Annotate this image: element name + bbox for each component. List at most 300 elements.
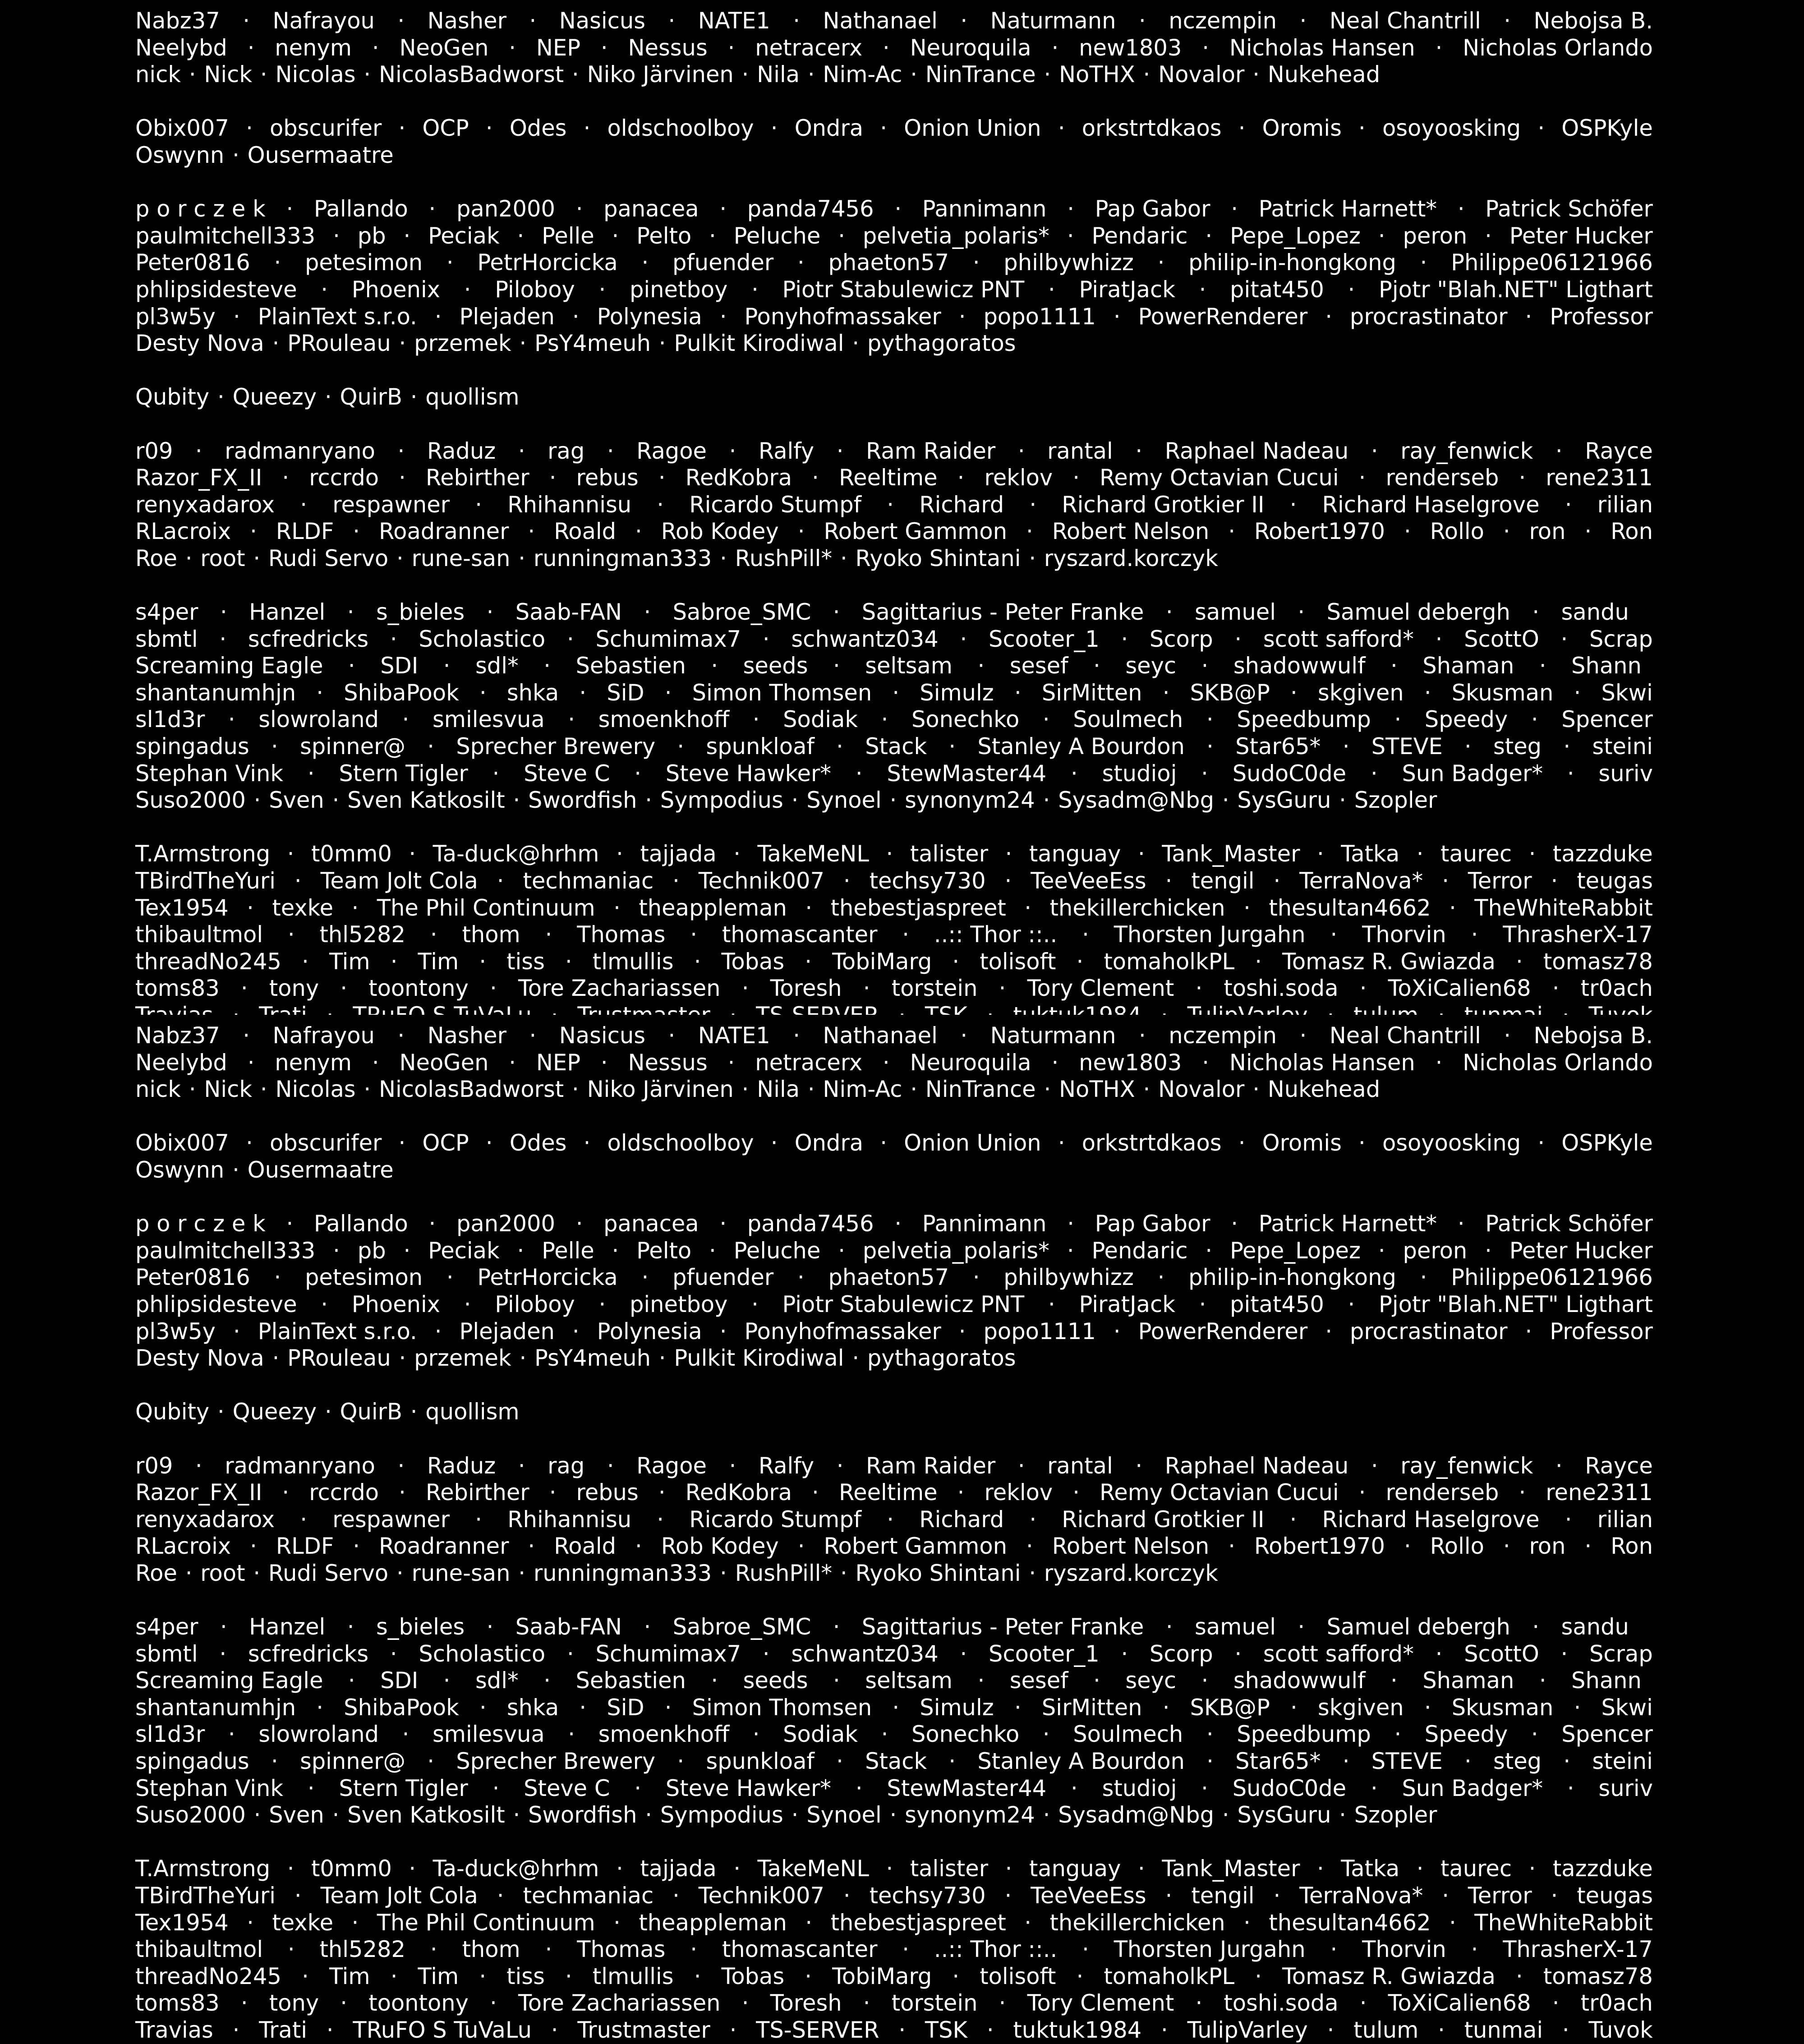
contributor-name: pinetboy bbox=[629, 276, 728, 303]
contributor-name: PowerRenderer bbox=[1138, 303, 1308, 330]
contributor-name: Sven Katkosilt bbox=[347, 1802, 505, 1828]
credits-line bbox=[135, 1238, 1653, 1265]
contributor-name: PetrHorcicka bbox=[477, 1264, 618, 1291]
contributor-name: Tim bbox=[329, 1963, 370, 1989]
contributor-name: Piloboy bbox=[495, 1291, 575, 1317]
separator-dot: · bbox=[843, 868, 851, 894]
separator-dot: · bbox=[390, 1963, 398, 1989]
contributor-name: PlainText s.r.o. bbox=[258, 1318, 417, 1344]
contributor-name: ToXiCalien68 bbox=[1388, 975, 1531, 1002]
separator-dot: · bbox=[635, 1533, 642, 1560]
separator-dot: · bbox=[1195, 1990, 1203, 2016]
separator-dot: · bbox=[1072, 465, 1080, 491]
contributor-name: Neal Chantrill bbox=[1329, 8, 1481, 34]
contributor-name: sdl* bbox=[475, 1667, 519, 1694]
contributor-name: Nick bbox=[204, 1076, 253, 1103]
contributor-name: Sabroe_SMC bbox=[672, 1614, 811, 1640]
separator-dot: · bbox=[348, 1667, 355, 1694]
separator-dot: · bbox=[464, 276, 471, 303]
separator-dot: · bbox=[1273, 868, 1281, 894]
contributor-name: techsy730 bbox=[869, 868, 986, 894]
contributor-name: phaeton57 bbox=[828, 1264, 949, 1291]
contributor-name: Desty Nova bbox=[135, 330, 264, 357]
separator-dot: · bbox=[957, 1479, 965, 1506]
credits-line bbox=[135, 2017, 1653, 2044]
contributor-name: Roadranner bbox=[379, 518, 509, 545]
contributor-name: Pepe_Lopez bbox=[1229, 222, 1361, 249]
contributor-name: Shaman bbox=[1422, 653, 1514, 679]
separator-dot: · bbox=[1574, 1694, 1581, 1721]
contributor-name: procrastinator bbox=[1349, 303, 1508, 330]
credits-line bbox=[135, 1533, 1653, 1560]
credits-line bbox=[135, 653, 1642, 680]
separator-dot: · bbox=[1157, 1264, 1165, 1291]
contributor-name: Rudi Servo bbox=[268, 545, 389, 571]
contributor-name: sbmtl bbox=[135, 1640, 198, 1667]
contributor-name: Peciak bbox=[428, 1237, 500, 1264]
credits-group-t bbox=[135, 841, 1653, 1029]
credits-line bbox=[135, 142, 1653, 169]
credits-line bbox=[135, 465, 1653, 492]
separator-dot: · bbox=[479, 948, 487, 975]
separator-dot: · bbox=[1044, 61, 1051, 88]
separator-dot: · bbox=[326, 2016, 334, 2043]
credits-list bbox=[135, 1022, 1653, 2044]
contributor-name: root bbox=[200, 545, 245, 571]
separator-dot: · bbox=[479, 679, 487, 706]
contributor-name: scfredricks bbox=[248, 1640, 369, 1667]
contributor-name: Pelto bbox=[636, 222, 692, 249]
contributor-name: PiratJack bbox=[1079, 1291, 1175, 1317]
separator-dot: · bbox=[1584, 518, 1592, 545]
separator-dot: · bbox=[948, 733, 956, 760]
separator-dot: · bbox=[253, 787, 261, 814]
contributor-name: seeds bbox=[743, 653, 808, 679]
contributor-name: p o r c z e k bbox=[135, 196, 266, 222]
separator-dot: · bbox=[1004, 868, 1012, 894]
contributor-name: Tank_Master bbox=[1162, 841, 1300, 867]
separator-dot: · bbox=[1342, 1748, 1350, 1775]
contributor-name: pan2000 bbox=[456, 1211, 556, 1237]
contributor-name: Robert Gammon bbox=[824, 518, 1008, 545]
separator-dot: · bbox=[246, 115, 253, 142]
separator-dot: · bbox=[741, 61, 749, 88]
separator-dot: · bbox=[1504, 8, 1511, 34]
separator-dot: · bbox=[960, 626, 967, 652]
contributor-name: slowroland bbox=[258, 706, 379, 733]
contributor-name: p o r c z e k bbox=[135, 1211, 266, 1237]
separator-dot: · bbox=[1076, 1963, 1084, 1989]
contributor-name: Samuel debergh bbox=[1326, 599, 1510, 626]
separator-dot: · bbox=[644, 599, 651, 626]
separator-dot: · bbox=[1157, 249, 1165, 276]
contributor-name: tomaholkPL bbox=[1104, 948, 1235, 975]
separator-dot: · bbox=[233, 1318, 240, 1344]
contributor-name: Niko Järvinen bbox=[587, 1076, 734, 1103]
separator-dot: · bbox=[694, 948, 701, 975]
contributor-name: RLDF bbox=[276, 518, 334, 545]
separator-dot: · bbox=[195, 437, 202, 464]
contributor-name: shantanumhjn bbox=[135, 1694, 296, 1721]
contributor-name: The Phil Continuum bbox=[377, 1909, 595, 1936]
separator-dot: · bbox=[1243, 1909, 1251, 1936]
separator-dot: · bbox=[960, 1640, 967, 1667]
contributor-name: pfuender bbox=[672, 249, 774, 276]
separator-dot: · bbox=[1042, 706, 1050, 733]
contributor-name: SudoC0de bbox=[1232, 760, 1347, 787]
contributor-name: texke bbox=[272, 1909, 334, 1936]
contributor-name: ScottO bbox=[1464, 626, 1539, 652]
contributor-name: SDI bbox=[380, 1667, 419, 1694]
contributor-name: Sonechko bbox=[911, 1721, 1020, 1748]
separator-dot: · bbox=[727, 1049, 735, 1076]
separator-dot: · bbox=[658, 1479, 666, 1506]
separator-dot: · bbox=[243, 8, 250, 34]
group-spacer bbox=[135, 572, 1653, 599]
contributor-name: tanguay bbox=[1029, 841, 1121, 867]
contributor-name: torstein bbox=[891, 1990, 978, 2016]
contributor-name: pl3w5y bbox=[135, 1318, 216, 1344]
contributor-name: Rollo bbox=[1430, 1533, 1484, 1560]
contributor-name: Thorsten Jurgahn bbox=[1114, 921, 1306, 948]
separator-dot: · bbox=[443, 1667, 451, 1694]
separator-dot: · bbox=[1485, 1237, 1492, 1264]
contributor-name: thibaultmol bbox=[135, 1936, 263, 1963]
separator-dot: · bbox=[332, 787, 340, 814]
contributor-name: Razor_FX_II bbox=[135, 1479, 262, 1506]
separator-dot: · bbox=[1067, 222, 1074, 249]
separator-dot: · bbox=[1531, 706, 1538, 733]
contributor-name: ryszard.korczyk bbox=[1044, 1560, 1218, 1586]
separator-dot: · bbox=[321, 1291, 328, 1317]
separator-dot: · bbox=[579, 1694, 587, 1721]
contributor-name: Speedy bbox=[1424, 1721, 1508, 1748]
separator-dot: · bbox=[271, 733, 278, 760]
contributor-name: PiratJack bbox=[1079, 276, 1175, 303]
contributor-name: Phoenix bbox=[351, 1291, 441, 1317]
separator-dot: · bbox=[220, 1614, 227, 1640]
separator-dot: · bbox=[664, 1694, 672, 1721]
separator-dot: · bbox=[220, 599, 227, 626]
contributor-name: tony bbox=[269, 1990, 319, 2016]
separator-dot: · bbox=[464, 1291, 471, 1317]
contributor-name: synonym24 bbox=[905, 1802, 1035, 1828]
contributor-name: OCP bbox=[422, 1130, 469, 1156]
contributor-name: talister bbox=[910, 841, 989, 867]
contributor-name: Ron bbox=[1611, 518, 1653, 545]
contributor-name: Oromis bbox=[1262, 115, 1342, 142]
contributor-name: tanguay bbox=[1029, 1855, 1121, 1882]
contributor-name: renderseb bbox=[1385, 1479, 1499, 1506]
contributor-name: Scorp bbox=[1149, 626, 1213, 652]
contributor-name: thomascanter bbox=[722, 921, 878, 948]
separator-dot: · bbox=[572, 303, 580, 330]
separator-dot: · bbox=[719, 303, 727, 330]
contributor-name: ron bbox=[1529, 1533, 1566, 1560]
contributor-name: Ricardo Stumpf bbox=[689, 1506, 862, 1533]
contributor-name: pl3w5y bbox=[135, 303, 216, 330]
group-spacer bbox=[135, 88, 1653, 115]
separator-dot: · bbox=[351, 894, 359, 921]
contributor-name: Remy Octavian Cucui bbox=[1100, 1479, 1339, 1506]
separator-dot: · bbox=[398, 1130, 406, 1156]
separator-dot: · bbox=[430, 921, 437, 948]
separator-dot: · bbox=[1567, 760, 1574, 787]
credits-line bbox=[135, 599, 1629, 626]
contributor-name: panda7456 bbox=[747, 196, 874, 222]
credits-line bbox=[135, 841, 1653, 868]
contributor-name: Onion Union bbox=[904, 115, 1041, 142]
separator-dot: · bbox=[565, 1963, 572, 1989]
separator-dot: · bbox=[1076, 948, 1084, 975]
credits-line bbox=[135, 1910, 1653, 1937]
contributor-name: tajjada bbox=[640, 1855, 717, 1882]
separator-dot: · bbox=[719, 1211, 727, 1237]
contributor-name: ray_fenwick bbox=[1400, 1452, 1533, 1479]
separator-dot: · bbox=[1255, 1963, 1262, 1989]
separator-dot: · bbox=[575, 196, 583, 222]
contributor-name: steini bbox=[1592, 733, 1653, 760]
contributor-name: The Phil Continuum bbox=[377, 894, 595, 921]
contributor-name: Nicholas Hansen bbox=[1229, 34, 1415, 61]
credits-line bbox=[135, 276, 1653, 304]
separator-dot: · bbox=[977, 653, 985, 679]
contributor-name: Scholastico bbox=[419, 626, 546, 652]
contributor-name: Skwi bbox=[1601, 679, 1653, 706]
contributor-name: Neuroquila bbox=[910, 34, 1031, 61]
contributor-name: Scholastico bbox=[419, 1640, 546, 1667]
contributor-name: threadNo245 bbox=[135, 1963, 282, 1989]
contributor-name: thebestjaspreet bbox=[830, 894, 1006, 921]
contributor-name: Raduz bbox=[427, 1452, 496, 1479]
separator-dot: · bbox=[1202, 34, 1210, 61]
separator-dot: · bbox=[347, 599, 354, 626]
separator-dot: · bbox=[1222, 1802, 1229, 1828]
contributor-name: reklov bbox=[984, 1479, 1053, 1506]
separator-dot: · bbox=[1234, 626, 1242, 652]
separator-dot: · bbox=[243, 1022, 250, 1049]
contributor-name: Patrick Schöfer bbox=[1485, 196, 1653, 222]
separator-dot: · bbox=[250, 518, 257, 545]
contributor-name: radmanryano bbox=[225, 437, 375, 464]
separator-dot: · bbox=[616, 841, 623, 867]
contributor-name: seyc bbox=[1125, 1667, 1177, 1694]
contributor-name: NoTHX bbox=[1059, 61, 1135, 88]
separator-dot: · bbox=[720, 1560, 727, 1586]
contributor-name: nenym bbox=[275, 1049, 352, 1076]
contributor-name: Nim-Ac bbox=[823, 61, 902, 88]
contributor-name: Sabroe_SMC bbox=[672, 599, 811, 626]
separator-dot: · bbox=[598, 1291, 606, 1317]
separator-dot: · bbox=[733, 841, 741, 867]
credits-group-t bbox=[135, 1855, 1653, 2044]
contributor-name: OSPKyle bbox=[1561, 1130, 1653, 1156]
contributor-name: PRouleau bbox=[287, 1345, 391, 1372]
contributor-name: Pelto bbox=[636, 1237, 692, 1264]
separator-dot: · bbox=[1563, 1748, 1571, 1775]
contributor-name: Patrick Harnett* bbox=[1258, 196, 1437, 222]
credits-line bbox=[135, 626, 1653, 653]
separator-dot: · bbox=[1519, 1479, 1526, 1506]
contributor-name: spingadus bbox=[135, 1748, 249, 1775]
contributor-name: philbywhizz bbox=[1003, 1264, 1134, 1291]
contributor-name: Nasher bbox=[427, 1022, 506, 1049]
separator-dot: · bbox=[479, 1694, 487, 1721]
contributor-name: popo1111 bbox=[983, 303, 1096, 330]
separator-dot: · bbox=[1584, 1533, 1592, 1560]
contributor-name: Richard Grotkier II bbox=[1062, 1506, 1265, 1533]
separator-dot: · bbox=[551, 2016, 558, 2043]
contributor-name: renyxadarox bbox=[135, 491, 275, 518]
separator-dot: · bbox=[1424, 1694, 1431, 1721]
contributor-name: tony bbox=[269, 975, 319, 1002]
contributor-name: toms83 bbox=[135, 975, 220, 1002]
separator-dot: · bbox=[793, 8, 800, 34]
separator-dot: · bbox=[348, 653, 355, 679]
separator-dot: · bbox=[347, 1614, 354, 1640]
contributor-name: NeoGen bbox=[399, 1049, 489, 1076]
contributor-name: Simulz bbox=[920, 679, 994, 706]
contributor-name: RushPill* bbox=[735, 1560, 833, 1586]
separator-dot: · bbox=[403, 1237, 411, 1264]
contributor-name: Terror bbox=[1468, 868, 1532, 894]
separator-dot: · bbox=[658, 1345, 666, 1372]
contributor-name: Nila bbox=[757, 61, 800, 88]
contributor-name: suriv bbox=[1598, 760, 1653, 787]
contributor-name: tolisoft bbox=[980, 948, 1056, 975]
contributor-name: Robert1970 bbox=[1254, 518, 1385, 545]
separator-dot: · bbox=[1442, 868, 1449, 894]
separator-dot: · bbox=[1551, 868, 1558, 894]
contributor-name: NicolasBadworst bbox=[378, 1076, 564, 1103]
separator-dot: · bbox=[1067, 1211, 1074, 1237]
separator-dot: · bbox=[1416, 841, 1424, 867]
credits-line bbox=[135, 948, 1653, 976]
separator-dot: · bbox=[402, 1721, 410, 1748]
contributor-name: pb bbox=[357, 222, 386, 249]
contributor-name: Naturmann bbox=[990, 1022, 1116, 1049]
contributor-name: toshi.soda bbox=[1224, 1990, 1339, 2016]
contributor-name: Trati bbox=[259, 2016, 307, 2043]
separator-dot: · bbox=[672, 868, 680, 894]
separator-dot: · bbox=[583, 115, 591, 142]
credits-group-q bbox=[135, 1399, 1653, 1426]
separator-dot: · bbox=[316, 1694, 323, 1721]
credits-line bbox=[135, 518, 1653, 545]
separator-dot: · bbox=[1024, 1909, 1032, 1936]
contributor-name: Thomas bbox=[577, 1936, 666, 1963]
contributor-name: runningman333 bbox=[533, 1560, 712, 1586]
separator-dot: · bbox=[729, 2016, 737, 2043]
contributor-name: Pendaric bbox=[1091, 222, 1188, 249]
contributor-name: radmanryano bbox=[225, 1452, 375, 1479]
separator-dot: · bbox=[443, 653, 451, 679]
credits-line bbox=[135, 438, 1653, 465]
contributor-name: tr0ach bbox=[1580, 1990, 1653, 2016]
contributor-name: threadNo245 bbox=[135, 948, 282, 975]
contributor-name: seltsam bbox=[865, 1667, 953, 1694]
contributor-name: Simon Thomsen bbox=[692, 1694, 872, 1721]
contributor-name: TheWhiteRabbit bbox=[1474, 1909, 1653, 1936]
credits-line bbox=[135, 35, 1653, 62]
contributor-name: NinTrance bbox=[925, 61, 1036, 88]
separator-dot: · bbox=[260, 61, 267, 88]
contributor-name: sl1d3r bbox=[135, 1721, 205, 1748]
contributor-name: Pelle bbox=[542, 1237, 594, 1264]
contributor-name: Hanzel bbox=[249, 1614, 326, 1640]
separator-dot: · bbox=[1093, 1667, 1100, 1694]
separator-dot: · bbox=[690, 1936, 698, 1963]
separator-dot: · bbox=[399, 465, 406, 491]
separator-dot: · bbox=[635, 518, 642, 545]
contributor-name: TobiMarg bbox=[832, 948, 932, 975]
separator-dot: · bbox=[657, 491, 664, 518]
separator-dot: · bbox=[492, 1775, 500, 1801]
separator-dot: · bbox=[634, 1775, 641, 1801]
contributor-name: tomasz78 bbox=[1543, 948, 1653, 975]
group-spacer bbox=[135, 1829, 1653, 1856]
separator-dot: · bbox=[247, 34, 255, 61]
separator-dot: · bbox=[195, 1452, 202, 1479]
separator-dot: · bbox=[271, 1748, 278, 1775]
contributor-name: Queezy bbox=[232, 384, 317, 410]
contributor-name: Pallando bbox=[313, 1211, 408, 1237]
contributor-name: tomaholkPL bbox=[1104, 1963, 1235, 1989]
contributor-name: Tim bbox=[418, 948, 459, 975]
separator-dot: · bbox=[836, 733, 843, 760]
separator-dot: · bbox=[397, 1022, 405, 1049]
separator-dot: · bbox=[1139, 1022, 1146, 1049]
contributor-name: rene2311 bbox=[1546, 465, 1653, 491]
contributor-name: s4per bbox=[135, 1614, 198, 1640]
separator-dot: · bbox=[957, 465, 965, 491]
contributor-name: Oswynn bbox=[135, 1156, 225, 1183]
separator-dot: · bbox=[1143, 61, 1151, 88]
credits-group-r bbox=[135, 438, 1653, 572]
separator-dot: · bbox=[1139, 8, 1146, 34]
contributor-name: toshi.soda bbox=[1224, 975, 1339, 1002]
contributor-name: netracerx bbox=[755, 34, 863, 61]
contributor-name: Richard Haselgrove bbox=[1322, 491, 1540, 518]
separator-dot: · bbox=[1424, 679, 1431, 706]
contributor-name: Rollo bbox=[1430, 518, 1484, 545]
credits-line bbox=[135, 304, 1653, 331]
separator-dot: · bbox=[880, 115, 888, 142]
separator-dot: · bbox=[1435, 1049, 1443, 1076]
separator-dot: · bbox=[300, 1506, 308, 1533]
credits-line bbox=[135, 1453, 1653, 1480]
contributor-name: Nathanael bbox=[823, 8, 938, 34]
separator-dot: · bbox=[1162, 679, 1170, 706]
separator-dot: · bbox=[797, 1533, 805, 1560]
contributor-name: Hanzel bbox=[249, 599, 326, 626]
separator-dot: · bbox=[549, 1479, 557, 1506]
separator-dot: · bbox=[390, 626, 397, 652]
credits-group-o bbox=[135, 115, 1653, 169]
contributor-name: Sodiak bbox=[783, 1721, 858, 1748]
contributor-name: Simon Thomsen bbox=[692, 679, 872, 706]
contributor-name: Technik007 bbox=[698, 868, 824, 894]
credits-line bbox=[135, 492, 1653, 519]
separator-dot: · bbox=[1457, 196, 1465, 222]
contributor-name: SudoC0de bbox=[1232, 1775, 1347, 1801]
contributor-name: schwantz034 bbox=[791, 1640, 939, 1667]
contributor-name: ShibaPook bbox=[344, 1694, 459, 1721]
contributor-name: Skwi bbox=[1601, 1694, 1653, 1721]
separator-dot: · bbox=[1420, 249, 1427, 276]
contributor-name: tiss bbox=[506, 948, 545, 975]
contributor-name: tulum bbox=[1353, 2016, 1419, 2043]
